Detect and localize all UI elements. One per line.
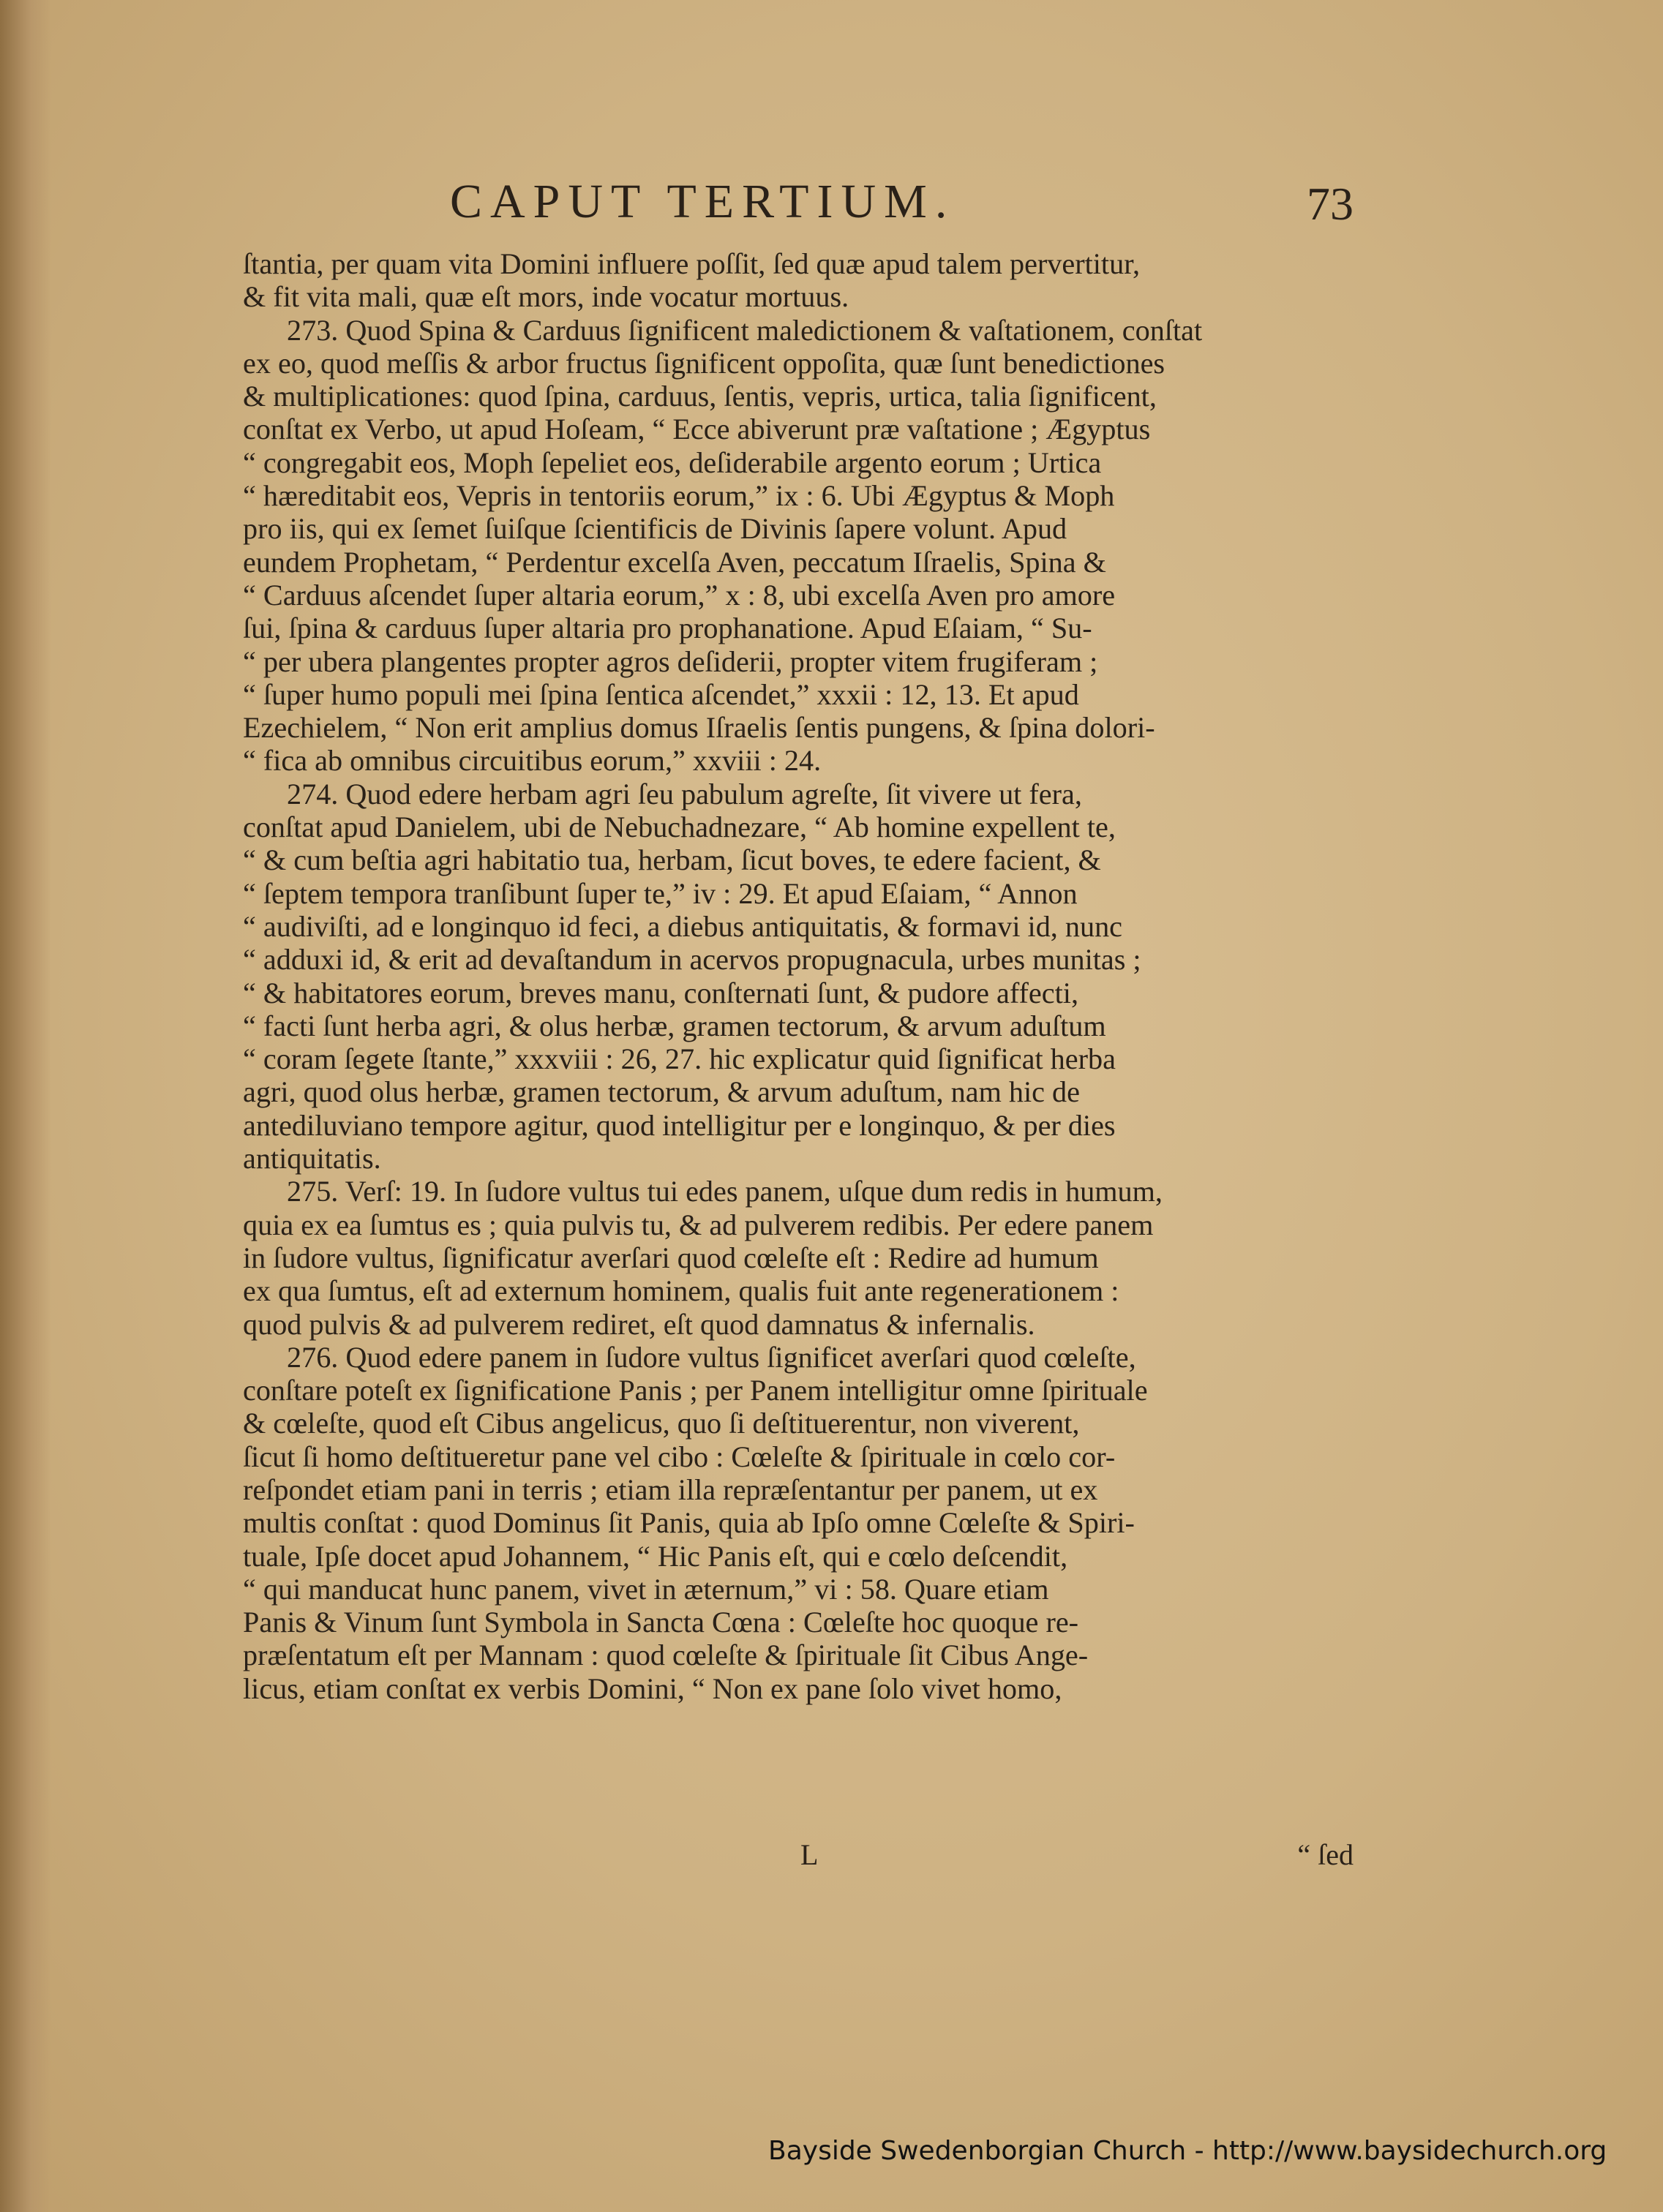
text-line: “ facti ſunt herba agri, & olus herbæ, gramen tectorum, & arvum aduſtum (243, 1009, 1106, 1042)
text-line: “ coram ſegete ſtante,” xxxviii : 26, 27. hic explicatur quid ſignificat herba (243, 1042, 1116, 1076)
text-line: “ hæreditabit eos, Vepris in tentoriis eorum,” ix : 6. Ubi Ægyptus & Moph (243, 479, 1115, 513)
text-line: quia ex ea ſumtus es ; quia pulvis tu, & ad pulverem redibis. Per edere panem (243, 1208, 1154, 1241)
text-line: 276. Quod edere panem in ſudore vultus ſignificet averſari quod cœleſte, (287, 1340, 1136, 1374)
text-line: “ qui manducat hunc panem, vivet in æternum,” vi : 58. Quare etiam (243, 1572, 1049, 1606)
text-line: “ adduxi id, & erit ad devaſtandum in acervos propugnacula, urbes munitas ; (243, 943, 1141, 977)
text-line: antiquitatis. (243, 1142, 381, 1175)
page-number: 73 (1307, 178, 1354, 230)
text-line: “ & habitatores eorum, breves manu, conſternati ſunt, & pudore affecti, (243, 976, 1078, 1009)
text-line: “ ſeptem tempora tranſibunt ſuper te,” iv : 29. Et apud Eſaiam, “ Annon (243, 876, 1078, 910)
text-line: licus, etiam conſtat ex verbis Domini, “ Non ex pane ſolo vivet homo, (243, 1671, 1062, 1705)
text-line: “ ſuper humo populi mei ſpina ſentica aſcendet,” xxxii : 12, 13. Et apud (243, 677, 1079, 711)
text-line: 273. Quod Spina & Carduus ſignificent maledictionem & vaſtationem, conſtat (287, 313, 1203, 347)
text-line: ſtantia, per quam vita Domini influere poſſit, ſed quæ apud talem pervertitur, (243, 247, 1141, 280)
page-header (439, 174, 1354, 240)
text-line: “ congregabit eos, Moph ſepeliet eos, deſiderabile argento eorum ; Urtica (243, 445, 1102, 479)
running-title: CAPUT TERTIUM. (450, 175, 956, 228)
text-line: antediluviano tempore agitur, quod intelligitur per e longinquo, & per dies (243, 1108, 1116, 1142)
text-line: 275. Verſ: 19. In ſudore vultus tui edes panem, uſque dum redis in humum, (287, 1175, 1163, 1208)
text-line: & multiplicationes: quod ſpina, carduus, ſentis, vepris, urtica, talia ſignificent, (243, 380, 1157, 413)
text-line: “ fica ab omnibus circuitibus eorum,” xxviii : 24. (243, 744, 822, 778)
text-line: & cœleſte, quod eſt Cibus angelicus, quo ſi deſtituerentur, non viverent, (243, 1407, 1080, 1440)
text-line: 274. Quod edere herbam agri ſeu pabulum agreſte, ſit vivere ut fera, (287, 777, 1082, 810)
text-line: ex eo, quod meſſis & arbor fructus ſignificent oppoſita, quæ ſunt benedictiones (243, 346, 1165, 380)
text-line: Ezechielem, “ Non erit amplius domus Iſraelis ſentis pungens, & ſpina dolori- (243, 711, 1155, 745)
text-line: conſtare poteſt ex ſignificatione Panis ; per Panem intelligitur omne ſpirituale (243, 1374, 1148, 1407)
text-line: ex qua ſumtus, eſt ad externum hominem, qualis fuit ante regenerationem : (243, 1274, 1119, 1308)
text-line: “ Carduus aſcendet ſuper altaria eorum,” x : 8, ubi excelſa Aven pro amore (243, 578, 1116, 612)
body-text (243, 247, 1354, 1705)
text-line: tuale, Ipſe docet apud Johannem, “ Hic Panis eſt, qui e cœlo deſcendit, (243, 1539, 1068, 1573)
signature-mark: L (800, 1838, 819, 1871)
text-line: eundem Prophetam, “ Perdentur excelſa Aven, peccatum Iſraelis, Spina & (243, 545, 1106, 579)
text-line: pro iis, qui ex ſemet ſuiſque ſcientificis de Divinis ſapere volunt. Apud (243, 512, 1067, 546)
text-line: ſui, ſpina & carduus ſuper altaria pro prophanatione. Apud Eſaiam, “ Su- (243, 612, 1092, 645)
page-gutter-shadow (0, 0, 51, 2212)
text-line: in ſudore vultus, ſignificatur averſari quod cœleſte eſt : Redire ad humum (243, 1241, 1099, 1274)
text-line: Panis & Vinum ſunt Symbola in Sancta Cœna : Cœleſte hoc quoque re- (243, 1606, 1079, 1639)
text-line: “ & cum beſtia agri habitatio tua, herbam, ſicut boves, te edere facient, & (243, 843, 1101, 877)
text-line: præſentatum eſt per Mannam : quod cœleſte & ſpirituale ſit Cibus Ange- (243, 1639, 1089, 1672)
text-line: “ per ubera plangentes propter agros deſiderii, propter vitem frugiferam ; (243, 644, 1098, 678)
catchword: “ ſed (1297, 1838, 1354, 1871)
text-line: conſtat apud Danielem, ubi de Nebuchadnezare, “ Ab homine expellent te, (243, 810, 1116, 844)
text-line: ſicut ſi homo deſtitueretur pane vel cibo : Cœleſte & ſpirituale in cœlo cor- (243, 1440, 1116, 1473)
watermark-text: Bayside Swedenborgian Church - http://www.baysidechurch.org (768, 2136, 1607, 2166)
text-line: multis conſtat : quod Dominus ſit Panis, quia ab Ipſo omne Cœleſte & Spiri- (243, 1506, 1135, 1540)
text-line: quod pulvis & ad pulverem rediret, eſt quod damnatus & infernalis. (243, 1307, 1035, 1341)
text-line: & fit vita mali, quæ eſt mors, inde vocatur mortuus. (243, 280, 849, 314)
text-line: conſtat ex Verbo, ut apud Hoſeam, “ Ecce abiverunt præ vaſtatione ; Ægyptus (243, 413, 1151, 446)
text-line: reſpondet etiam pani in terris ; etiam illa repræſentantur per panem, ut ex (243, 1472, 1098, 1506)
text-line: “ audiviſti, ad e longinquo id feci, a diebus antiquitatis, & formavi id, nunc (243, 909, 1123, 943)
text-line: agri, quod olus herbæ, gramen tectorum, & arvum aduſtum, nam hic de (243, 1075, 1080, 1109)
footer-line (243, 1837, 1354, 1874)
